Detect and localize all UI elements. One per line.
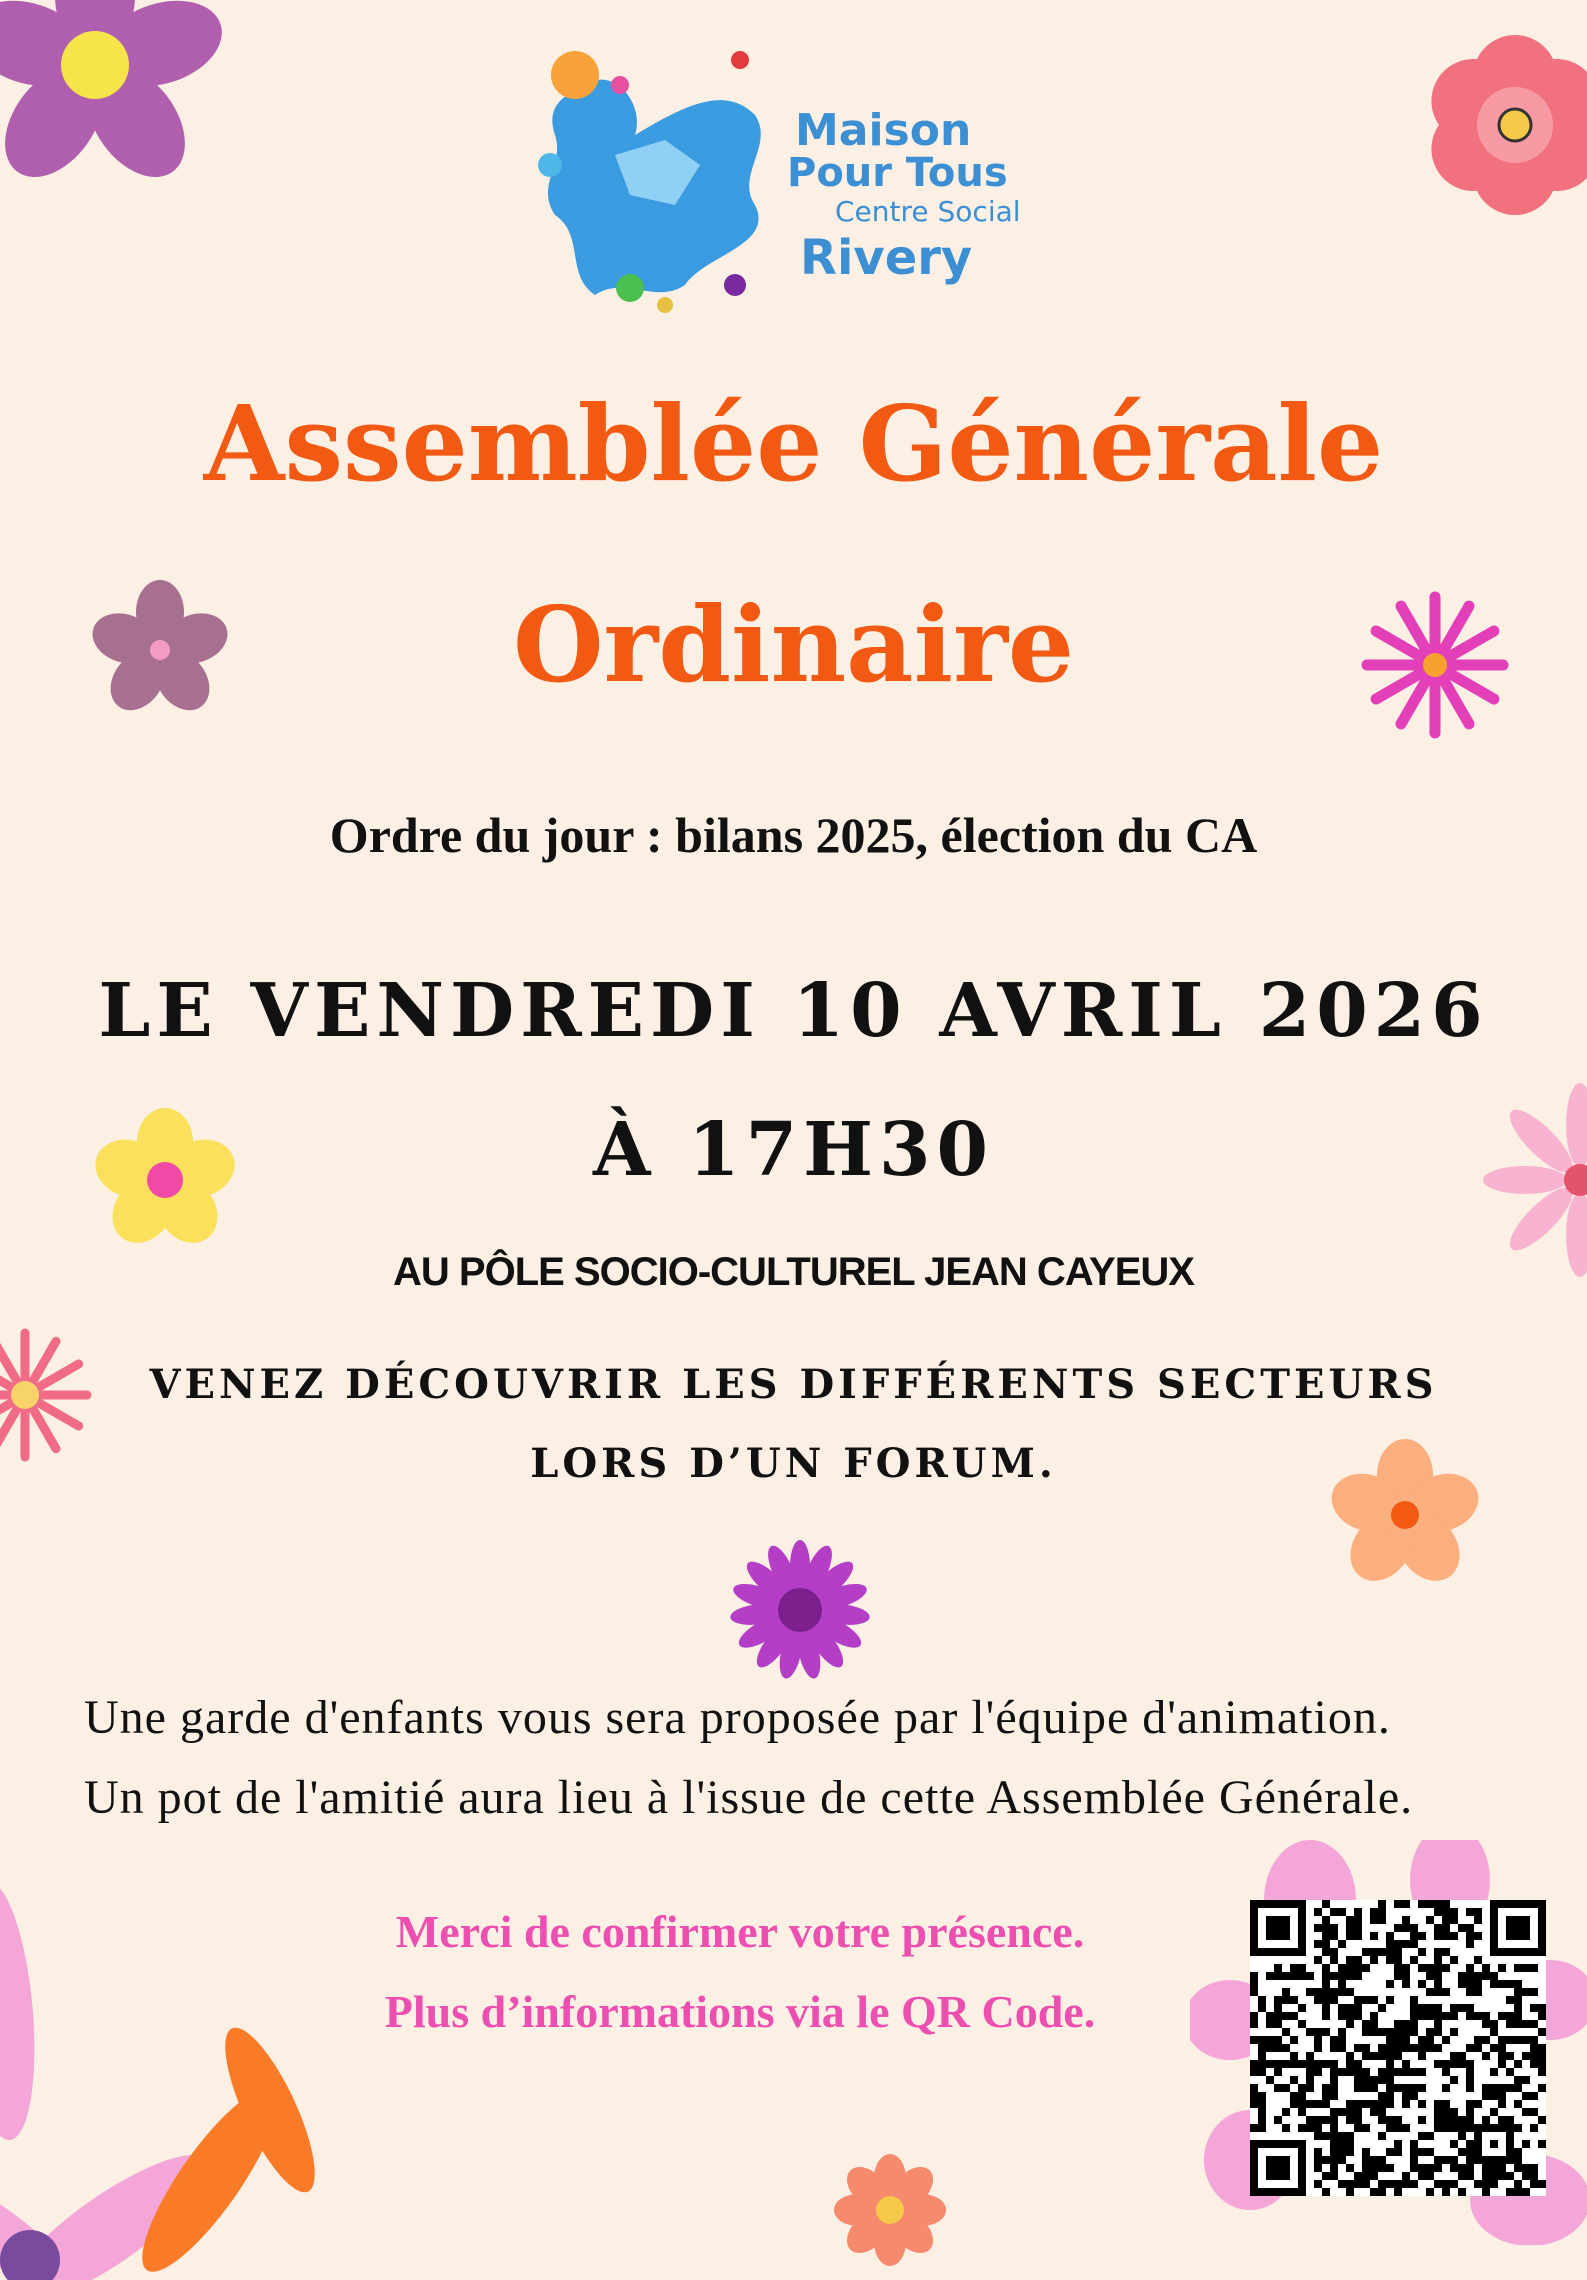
event-time: À 17H30: [592, 1107, 995, 1193]
logo-text-maison: Maison: [795, 105, 972, 156]
logo-text-rivery: Rivery: [800, 230, 973, 286]
page-title-line1: Assemblée Générale: [203, 382, 1384, 505]
rsvp-text-line2: Plus d’informations via le QR Code.: [384, 1986, 1096, 2037]
page-title-line2: Ordinaire: [512, 583, 1075, 706]
forum-text-line2: LORS D’UN FORUM.: [530, 1440, 1057, 1487]
logo-text-centre-social: Centre Social: [835, 195, 1021, 228]
rsvp-text-line1: Merci de confirmer votre présence.: [395, 1906, 1085, 1957]
flower-icon: [0, 0, 230, 200]
flower-icon: [1420, 30, 1587, 220]
logo-splash-icon: [525, 45, 795, 315]
forum-text-line1: VENEZ DÉCOUVRIR LES DIFFÉRENTS SECTEURS: [149, 1361, 1438, 1408]
flower-icon: [830, 2150, 950, 2270]
event-venue: AU PÔLE SOCIO-CULTUREL JEAN CAYEUX: [393, 1250, 1194, 1294]
info-text-line2: Un pot de l'amitié aura lieu à l'issue de cette Assemblée Générale.: [84, 1771, 1414, 1824]
qr-code[interactable]: [1250, 1900, 1546, 2196]
event-date: LE VENDREDI 10 AVRIL 2026: [98, 968, 1489, 1054]
flower-icon: [0, 1880, 360, 2280]
info-text-line1: Une garde d'enfants vous sera proposée par l'équipe d'animation.: [84, 1691, 1391, 1744]
flower-icon: [725, 1535, 875, 1685]
logo: [525, 45, 1045, 315]
logo-text-pour-tous: Pour Tous: [787, 150, 1008, 196]
agenda-text: Ordre du jour : bilans 2025, élection du CA: [329, 807, 1258, 863]
